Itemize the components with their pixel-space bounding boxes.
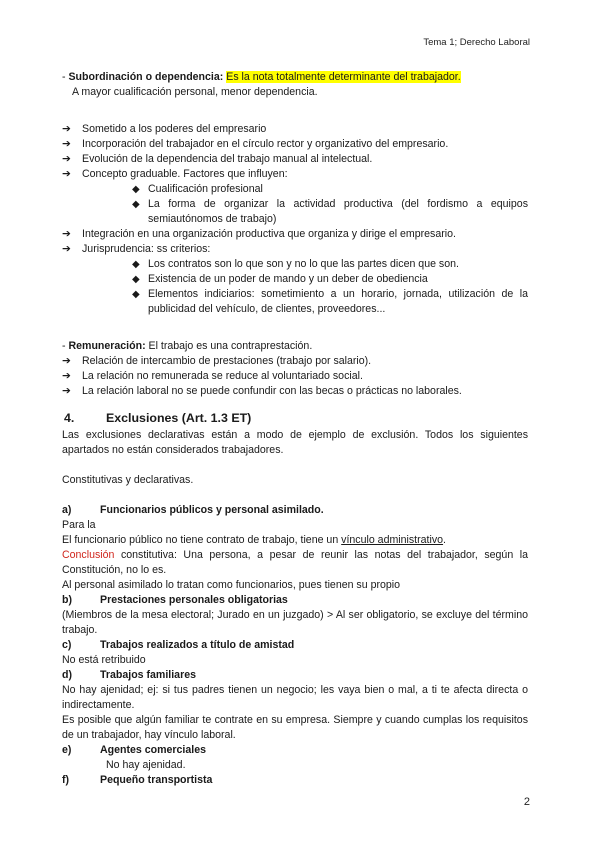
arrow-icon: ➔ xyxy=(62,355,71,367)
document-body xyxy=(62,70,528,788)
list-item: ➔ Evolución de la dependencia del trabajo manual al intelectual. xyxy=(62,153,373,165)
subordinacion-note: A mayor cualificación personal, menor dependencia. xyxy=(72,86,318,98)
subsection-b-text: (Miembros de la mesa electoral; Jurado en un juzgado) > Al ser obligatorio, se excluye del término trabajo. xyxy=(62,609,528,636)
subsection-c-heading: c) Trabajos realizados a título de amistad xyxy=(62,639,295,651)
subsection-c-text: No está retribuido xyxy=(62,654,146,666)
list-item: ➔ Integración en una organización productiva que organiza y dirige el empresario. xyxy=(62,228,456,240)
arrow-icon: ➔ xyxy=(62,168,71,180)
remuneracion-label: Remuneración: xyxy=(68,340,146,352)
remuneracion-list xyxy=(62,354,528,399)
factores-list xyxy=(132,182,528,227)
page-number: 2 xyxy=(523,796,530,808)
underlined-term: vínculo administrativo xyxy=(341,534,444,546)
remuneracion-heading: - Remuneración: El trabajo es una contraprestación. xyxy=(62,340,313,352)
list-item: ➔ Incorporación del trabajador en el círculo rector y organizativo del empresario. xyxy=(62,138,449,150)
subsection-d-text-2: Es posible que algún familiar te contrate en su empresa. Siempre y cuando cumplas los requisitos de un trabajador, hay vínculo laboral. xyxy=(62,714,528,741)
list-item: ◆ Cualificación profesional xyxy=(132,183,263,195)
list-item: ◆ Los contratos son lo que son y no lo que las partes dicen que son. xyxy=(132,258,459,270)
subsection-a-heading: a) Funcionarios públicos y personal asimilado. xyxy=(62,504,324,516)
arrow-icon: ➔ xyxy=(62,153,71,165)
subordinacion-list-2 xyxy=(62,227,528,257)
list-item: ➔ La relación no remunerada se reduce al voluntariado social. xyxy=(62,370,363,382)
arrow-icon: ➔ xyxy=(62,243,71,255)
section-4-intro: Las exclusiones declarativas están a modo de ejemplo de exclusión. Todos los siguientes apartados no están considerados trabajadores. xyxy=(62,429,528,456)
list-item: ◆ Elementos indiciarios: sometimiento a un horario, jornada, utilización de la publicidad del vehículo, de clientes, proveedores... xyxy=(132,288,528,315)
diamond-icon: ◆ xyxy=(132,289,140,300)
arrow-icon: ➔ xyxy=(62,228,71,240)
subsection-e-text: No hay ajenidad. xyxy=(106,759,186,771)
subsection-d-heading: d) Trabajos familiares xyxy=(62,669,196,681)
subordinacion-label: Subordinación o dependencia: xyxy=(68,71,224,83)
diamond-icon: ◆ xyxy=(132,259,140,270)
subsection-a-para: Para la xyxy=(62,519,96,531)
list-item: ◆ Existencia de un poder de mando y un deber de obediencia xyxy=(132,273,428,285)
list-item: ➔ Concepto graduable. Factores que influyen: xyxy=(62,168,288,180)
list-item: ➔ Jurisprudencia: ss criterios: xyxy=(62,243,211,255)
arrow-icon: ➔ xyxy=(62,138,71,150)
arrow-icon: ➔ xyxy=(62,385,71,397)
subordinacion-list xyxy=(62,122,528,182)
subordinacion-heading: - Subordinación o dependencia: Es la nota totalmente determinante del trabajador. xyxy=(62,71,461,83)
list-item: ➔ Sometido a los poderes del empresario xyxy=(62,123,267,135)
conclusion-label: Conclusión xyxy=(62,549,115,561)
arrow-icon: ➔ xyxy=(62,370,71,382)
subsection-a-conclusion: Conclusión constitutiva: Una persona, a pesar de reunir las notas del trabajador, según la Constitución, no lo es. xyxy=(62,549,528,576)
page-header: Tema 1; Derecho Laboral xyxy=(423,37,530,48)
diamond-icon: ◆ xyxy=(132,199,140,210)
subsection-a-asimilado: Al personal asimilado lo tratan como funcionarios, pues tienen su propio xyxy=(62,579,401,591)
section-4-heading: 4. Exclusiones (Art. 1.3 ET) xyxy=(64,411,252,425)
highlighted-text: Es la nota totalmente determinante del trabajador. xyxy=(226,71,461,83)
subsection-b-heading: b) Prestaciones personales obligatorias xyxy=(62,594,288,606)
diamond-icon: ◆ xyxy=(132,184,140,195)
arrow-icon: ➔ xyxy=(62,123,71,135)
subsection-a-text: El funcionario público no tiene contrato de trabajo, tiene un vínculo administrativo. xyxy=(62,534,446,546)
list-item: ➔ Relación de intercambio de prestaciones (trabajo por salario). xyxy=(62,355,372,367)
exclusion-types: Constitutivas y declarativas. xyxy=(62,474,194,486)
subsection-e-heading: e) Agentes comerciales xyxy=(62,744,206,756)
list-item: ➔ La relación laboral no se puede confundir con las becas o prácticas no laborales. xyxy=(62,385,462,397)
criterios-list xyxy=(132,257,528,317)
diamond-icon: ◆ xyxy=(132,274,140,285)
subsection-d-text-1: No hay ajenidad; ej: si tus padres tienen un negocio; les vaya bien o mal, a ti te afecta directa o indirectamente. xyxy=(62,684,528,711)
list-item: ◆ La forma de organizar la actividad productiva (del fordismo a equipos semiautónomos de trabajo) xyxy=(132,198,528,225)
subsection-f-heading: f) Pequeño transportista xyxy=(62,774,213,786)
